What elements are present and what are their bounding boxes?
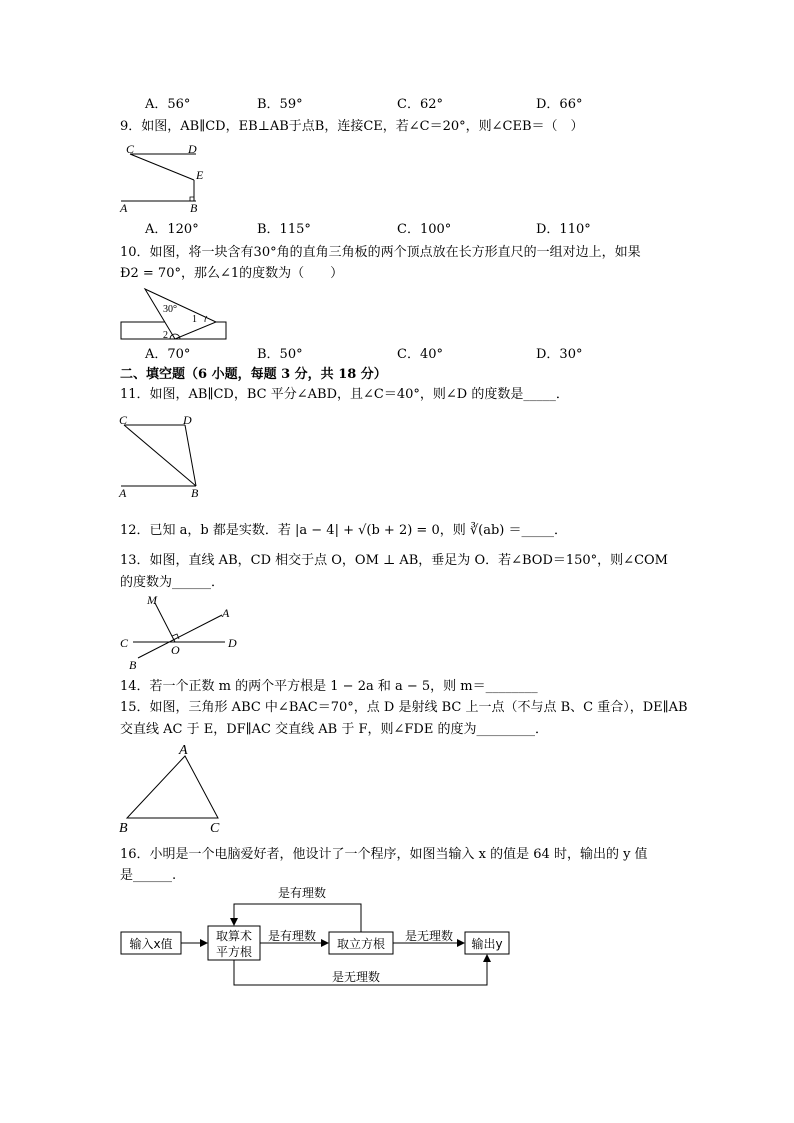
label-d: D bbox=[183, 413, 192, 427]
q8-option-a: A．56° bbox=[145, 97, 191, 112]
q13-stem-line1: 13．如图，直线 AB，CD 相交于点 O，OM ⊥ AB，垂足为 O．若∠BOD＝150°，则∠COM bbox=[120, 553, 668, 568]
label-irrational-bottom: 是无理数 bbox=[331, 970, 381, 984]
label-d: D bbox=[188, 142, 197, 156]
q8-option-d: D．66° bbox=[536, 97, 583, 112]
label-angle2: 2 bbox=[163, 330, 168, 341]
label-b: B bbox=[191, 486, 199, 500]
q13-stem-line2: 的度数为______． bbox=[120, 575, 225, 590]
label-c: C bbox=[210, 821, 220, 836]
q15-stem-line1: 15．如图，三角形 ABC 中∠BAC＝70°，点 D 是射线 BC 上一点（不与点 B、C 重合），DE∥AB bbox=[120, 700, 688, 715]
section-fill-in-title: 二、填空题（6 小题，每题 3 分，共 18 分） bbox=[120, 367, 387, 382]
label-b: B bbox=[119, 821, 128, 836]
q10-option-d: D．30° bbox=[536, 347, 583, 362]
q16-stem-line2: 是______. bbox=[120, 868, 177, 883]
label-d: D bbox=[228, 636, 237, 650]
label-b: B bbox=[129, 658, 137, 672]
q15-stem-line2: 交直线 AC 于 E，DF∥AC 交直线 AB 于 F，则∠FDE 的度为_________． bbox=[120, 722, 548, 737]
box-output-label: 输出y bbox=[471, 937, 503, 951]
q10-stem-line1: 10．如图，将一块含有30°角的直角三角板的两个顶点放在长方形直尺的一组对边上，如果 bbox=[120, 245, 641, 260]
q9-option-d: D．110° bbox=[536, 222, 591, 237]
q9-option-a: A．120° bbox=[145, 222, 199, 237]
label-irrational-mid: 是无理数 bbox=[404, 929, 454, 943]
q10-option-c: C．40° bbox=[397, 347, 443, 362]
box-sqrt-label-1: 取算术 bbox=[215, 929, 253, 943]
label-a: A bbox=[119, 486, 127, 500]
label-30: 30° bbox=[163, 304, 177, 315]
label-rational-top: 是有理数 bbox=[277, 886, 327, 900]
label-c: C bbox=[119, 413, 128, 427]
q11-stem: 11．如图，AB∥CD，BC 平分∠ABD，且∠C＝40°，则∠D 的度数是_____． bbox=[120, 387, 569, 402]
box-cbrt-label: 取立方根 bbox=[336, 937, 386, 951]
q9-option-c: C．100° bbox=[397, 222, 452, 237]
label-m: M bbox=[147, 593, 157, 607]
q10-option-b: B．50° bbox=[257, 347, 303, 362]
q9-stem: 9．如图，AB∥CD，EB⊥AB于点B，连接CE，若∠C＝20°，则∠CEB＝（ ） bbox=[120, 119, 584, 134]
label-angle1: 1 bbox=[192, 314, 197, 325]
label-a: A bbox=[179, 743, 188, 758]
q8-option-c: C．62° bbox=[397, 97, 443, 112]
q9-option-b: B．115° bbox=[257, 222, 311, 237]
label-e: E bbox=[196, 168, 204, 182]
q16-stem-line1: 16．小明是一个电脑爱好者，他设计了一个程序，如图当输入 x 的值是 64 时，输出的 y 值 bbox=[120, 847, 648, 862]
label-c: C bbox=[120, 636, 129, 650]
label-b: B bbox=[190, 201, 198, 215]
label-c: C bbox=[126, 142, 135, 156]
label-o: O bbox=[171, 643, 180, 657]
label-a: A bbox=[222, 606, 230, 620]
label-a: A bbox=[120, 201, 128, 215]
box-input-label: 输入x值 bbox=[129, 937, 173, 951]
q10-option-a: A．70° bbox=[145, 347, 191, 362]
label-rational-mid: 是有理数 bbox=[267, 929, 317, 943]
q10-stem-line2: Ð2 = 70°，那么∠1的度数为（ ） bbox=[120, 266, 344, 281]
q12-stem: 12．已知 a，b 都是实数．若 |a − 4| + √(b + 2) = 0，则 ∛(ab) ＝_____． bbox=[120, 523, 567, 538]
q8-option-b: B．59° bbox=[257, 97, 303, 112]
box-sqrt-label-2: 平方根 bbox=[215, 945, 253, 959]
q14-stem: 14．若一个正数 m 的两个平方根是 1 − 2a 和 a − 5，则 m＝________ bbox=[120, 679, 538, 694]
